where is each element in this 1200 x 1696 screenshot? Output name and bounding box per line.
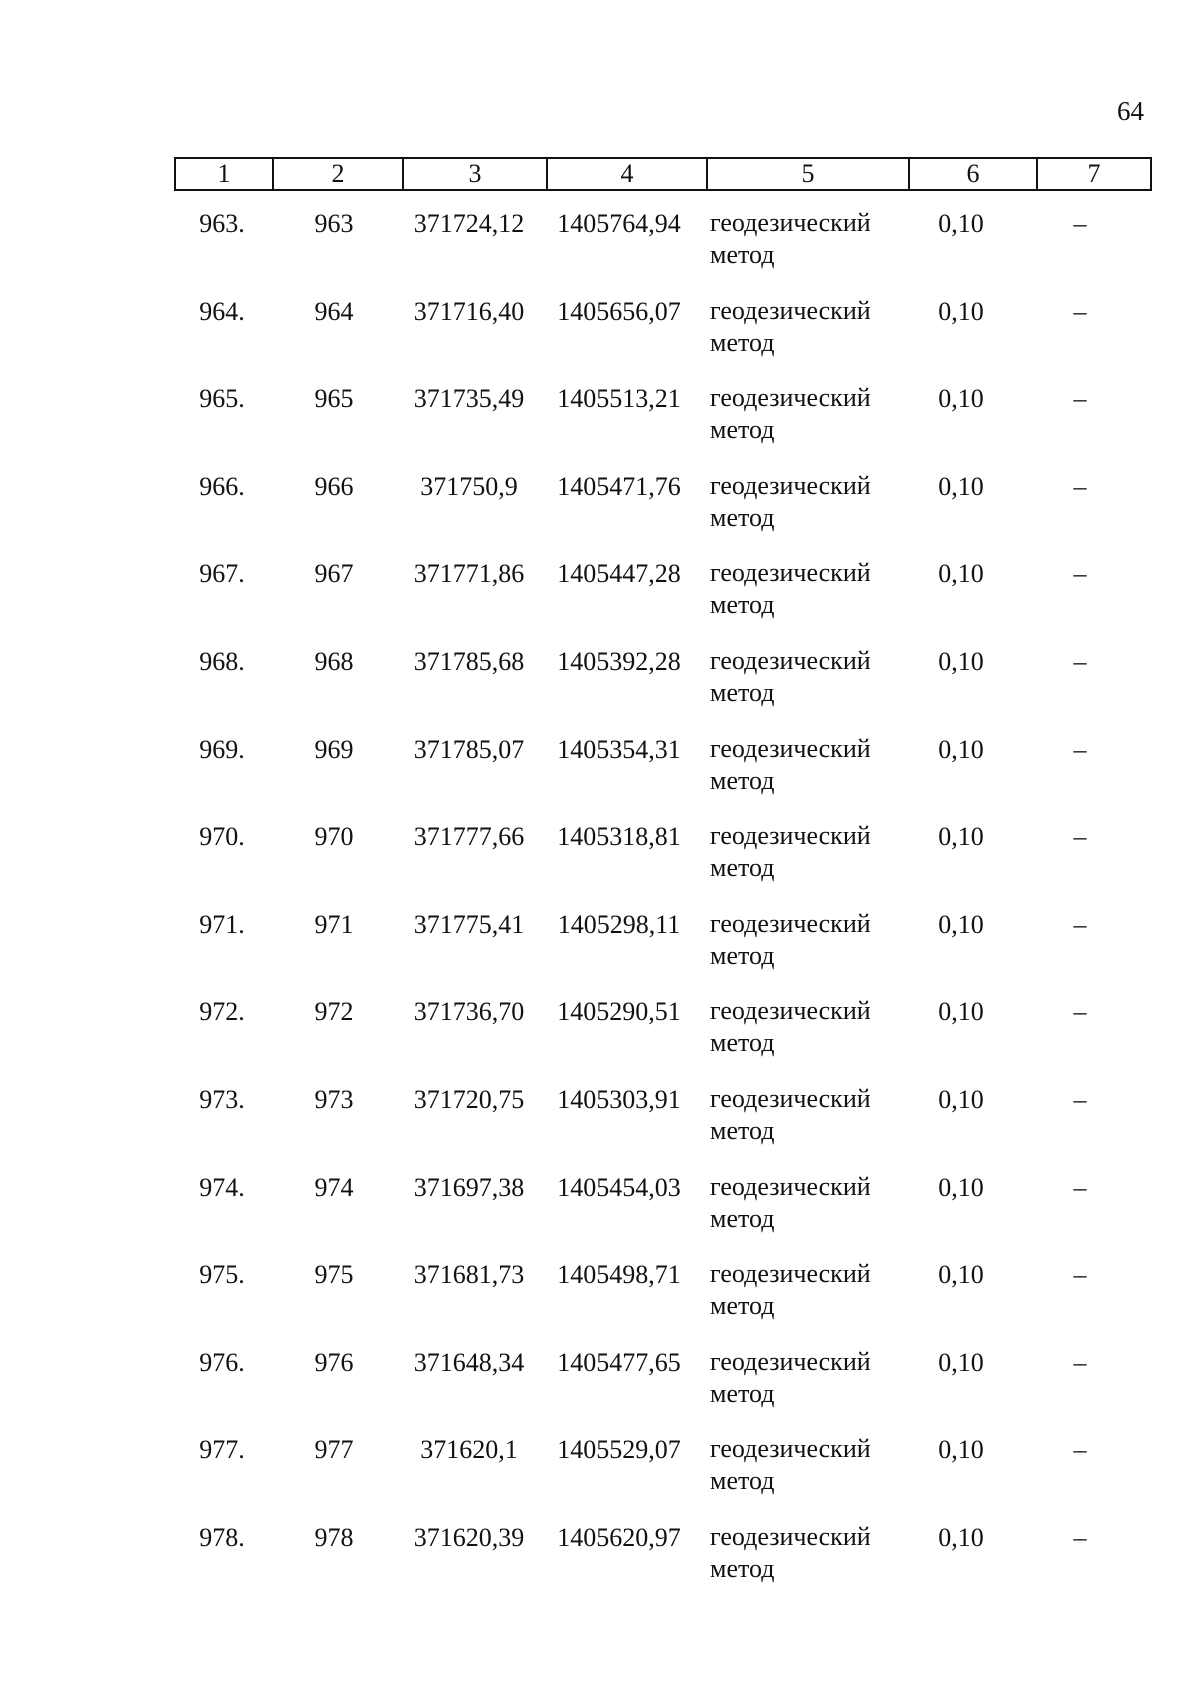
coordinate-x: 371771,86: [413, 559, 525, 589]
accuracy-value: 0,10: [938, 646, 984, 676]
point-id: 967: [314, 559, 354, 589]
table-row: [174, 382, 1136, 470]
table-row: [174, 470, 1136, 558]
point-id: 970: [314, 822, 354, 852]
accuracy-value: 0,10: [938, 296, 984, 326]
coordinate-rows: [174, 207, 1136, 1609]
method-line-2: метод: [710, 415, 775, 445]
method-cell: [710, 207, 910, 271]
method-line-2: метод: [710, 1028, 775, 1058]
coordinate-y: 1405764,94: [557, 209, 681, 238]
method-line-1: геодезический: [710, 1083, 871, 1113]
column-header-6: 6: [909, 158, 1037, 190]
table-row: [174, 295, 1136, 383]
coordinate-y: 1405656,07: [557, 296, 681, 326]
method-line-2: метод: [710, 853, 775, 883]
method-line-1: геодезический: [710, 821, 871, 851]
accuracy-value: 0,10: [938, 471, 984, 501]
coordinate-x: 371735,49: [413, 384, 525, 414]
accuracy-value: 0,10: [938, 559, 984, 589]
coordinate-x: 371620,39: [413, 1522, 525, 1552]
row-number: 963.: [199, 209, 245, 238]
row-number: 977.: [199, 1435, 245, 1465]
point-id: 972: [314, 997, 354, 1027]
row-number: 975.: [199, 1260, 245, 1290]
method-cell: [710, 1521, 910, 1585]
row-number: 966.: [199, 471, 245, 501]
coordinate-y: 1405529,07: [557, 1435, 681, 1465]
table-row: [174, 820, 1136, 908]
table-row: [174, 1258, 1136, 1346]
method-cell: [710, 908, 910, 972]
description-dash: –: [1073, 471, 1087, 501]
description-dash: –: [1073, 1347, 1087, 1377]
description-dash: –: [1073, 909, 1087, 939]
method-line-2: метод: [710, 940, 775, 970]
row-number: 976.: [199, 1347, 245, 1377]
point-id: 974: [314, 1172, 354, 1202]
row-number: 974.: [199, 1172, 245, 1202]
method-line-1: геодезический: [710, 383, 871, 413]
method-line-1: геодезический: [710, 295, 871, 325]
method-line-1: геодезический: [710, 1171, 871, 1201]
accuracy-value: 0,10: [938, 909, 984, 939]
table-row: [174, 733, 1136, 821]
coordinate-x: 371720,75: [413, 1084, 525, 1114]
coordinate-y: 1405303,91: [557, 1084, 681, 1114]
table-row: [174, 645, 1136, 733]
coordinate-x: 371681,73: [413, 1260, 525, 1290]
table-row: [174, 908, 1136, 996]
table-row: [174, 1521, 1136, 1609]
column-header-5: 5: [707, 158, 909, 190]
accuracy-value: 0,10: [938, 1260, 984, 1290]
method-line-2: метод: [710, 240, 775, 269]
coordinate-x: 371777,66: [413, 822, 525, 852]
row-number: 964.: [199, 296, 245, 326]
method-line-2: метод: [710, 1115, 775, 1145]
coordinate-x: 371736,70: [413, 997, 525, 1027]
accuracy-value: 0,10: [938, 1172, 984, 1202]
point-id: 968: [314, 646, 354, 676]
accuracy-value: 0,10: [938, 209, 984, 238]
method-cell: [710, 645, 910, 709]
coordinate-y: 1405498,71: [557, 1260, 681, 1290]
column-header-row: [175, 158, 1151, 190]
method-line-2: метод: [710, 1553, 775, 1583]
method-line-2: метод: [710, 677, 775, 707]
point-id: 971: [314, 909, 354, 939]
coordinate-x: 371620,1: [420, 1435, 518, 1465]
description-dash: –: [1073, 209, 1087, 238]
method-line-1: геодезический: [710, 645, 871, 675]
description-dash: –: [1073, 734, 1087, 764]
method-cell: [710, 1171, 910, 1235]
coordinate-y: 1405471,76: [557, 471, 681, 501]
accuracy-value: 0,10: [938, 734, 984, 764]
method-cell: [710, 820, 910, 884]
coordinate-y: 1405318,81: [557, 822, 681, 852]
coordinate-x: 371785,07: [413, 734, 525, 764]
point-id: 976: [314, 1347, 354, 1377]
coordinate-y: 1405477,65: [557, 1347, 681, 1377]
coordinate-y: 1405392,28: [557, 646, 681, 676]
method-line-1: геодезический: [710, 470, 871, 500]
method-cell: [710, 1258, 910, 1322]
point-id: 975: [314, 1260, 354, 1290]
accuracy-value: 0,10: [938, 1347, 984, 1377]
coordinate-y: 1405447,28: [557, 559, 681, 589]
point-id: 964: [314, 296, 354, 326]
method-line-1: геодезический: [710, 1521, 871, 1551]
coordinate-y: 1405298,11: [557, 909, 681, 939]
description-dash: –: [1073, 1260, 1087, 1290]
accuracy-value: 0,10: [938, 1435, 984, 1465]
method-cell: [710, 557, 910, 621]
coordinate-x: 371648,34: [413, 1347, 525, 1377]
coordinate-x: 371716,40: [413, 296, 525, 326]
description-dash: –: [1073, 559, 1087, 589]
description-dash: –: [1073, 1435, 1087, 1465]
description-dash: –: [1073, 1084, 1087, 1114]
description-dash: –: [1073, 384, 1087, 414]
coordinate-x: 371697,38: [413, 1172, 525, 1202]
description-dash: –: [1073, 822, 1087, 852]
method-line-1: геодезический: [710, 558, 871, 588]
description-dash: –: [1073, 646, 1087, 676]
point-id: 969: [314, 734, 354, 764]
point-id: 977: [314, 1435, 354, 1465]
method-cell: [710, 733, 910, 797]
method-cell: [710, 1083, 910, 1147]
column-header-table: [174, 157, 1152, 191]
column-header-1: 1: [175, 158, 273, 190]
description-dash: –: [1073, 1172, 1087, 1202]
method-line-2: метод: [710, 1378, 775, 1408]
column-header-3: 3: [403, 158, 547, 190]
method-line-1: геодезический: [710, 208, 871, 237]
table-row: [174, 1346, 1136, 1434]
row-number: 965.: [199, 384, 245, 414]
method-line-2: метод: [710, 590, 775, 620]
row-number: 972.: [199, 997, 245, 1027]
method-line-2: метод: [710, 1203, 775, 1233]
point-id: 963: [314, 209, 354, 238]
page-number: 64: [1117, 96, 1144, 126]
method-line-1: геодезический: [710, 996, 871, 1026]
method-cell: [710, 295, 910, 359]
table-row: [174, 207, 1136, 295]
row-number: 973.: [199, 1084, 245, 1114]
method-line-1: геодезический: [710, 1434, 871, 1464]
method-line-1: геодезический: [710, 1346, 871, 1376]
point-id: 978: [314, 1522, 354, 1552]
method-cell: [710, 382, 910, 446]
coordinate-x: 371785,68: [413, 646, 525, 676]
coordinate-x: 371724,12: [413, 209, 525, 238]
point-id: 973: [314, 1084, 354, 1114]
method-line-2: метод: [710, 1291, 775, 1321]
row-number: 970.: [199, 822, 245, 852]
method-line-2: метод: [710, 1466, 775, 1496]
row-number: 967.: [199, 559, 245, 589]
table-row: [174, 995, 1136, 1083]
column-header-4: 4: [547, 158, 707, 190]
table-row: [174, 557, 1136, 645]
coordinate-y: 1405513,21: [557, 384, 681, 414]
method-line-1: геодезический: [710, 733, 871, 763]
method-cell: [710, 995, 910, 1059]
coordinate-y: 1405620,97: [557, 1522, 681, 1552]
accuracy-value: 0,10: [938, 1084, 984, 1114]
method-cell: [710, 470, 910, 534]
coordinate-y: 1405454,03: [557, 1172, 681, 1202]
description-dash: –: [1073, 296, 1087, 326]
method-cell: [710, 1433, 910, 1497]
method-cell: [710, 1346, 910, 1410]
accuracy-value: 0,10: [938, 822, 984, 852]
row-number: 969.: [199, 734, 245, 764]
coordinate-y: 1405354,31: [557, 734, 681, 764]
method-line-2: метод: [710, 502, 775, 532]
coordinate-x: 371750,9: [420, 471, 518, 501]
column-header-2: 2: [273, 158, 403, 190]
table-row: [174, 1171, 1136, 1259]
row-number: 978.: [199, 1522, 245, 1552]
accuracy-value: 0,10: [938, 997, 984, 1027]
method-line-1: геодезический: [710, 908, 871, 938]
table-row: [174, 1083, 1136, 1171]
method-line-2: метод: [710, 765, 775, 795]
method-line-1: геодезический: [710, 1259, 871, 1289]
coordinate-x: 371775,41: [413, 909, 525, 939]
accuracy-value: 0,10: [938, 1522, 984, 1552]
table-row: [174, 1433, 1136, 1521]
point-id: 965: [314, 384, 354, 414]
point-id: 966: [314, 471, 354, 501]
description-dash: –: [1073, 1522, 1087, 1552]
method-line-2: метод: [710, 327, 775, 357]
description-dash: –: [1073, 997, 1087, 1027]
accuracy-value: 0,10: [938, 384, 984, 414]
coordinate-y: 1405290,51: [557, 997, 681, 1027]
row-number: 968.: [199, 646, 245, 676]
column-header-7: 7: [1037, 158, 1151, 190]
row-number: 971.: [199, 909, 245, 939]
